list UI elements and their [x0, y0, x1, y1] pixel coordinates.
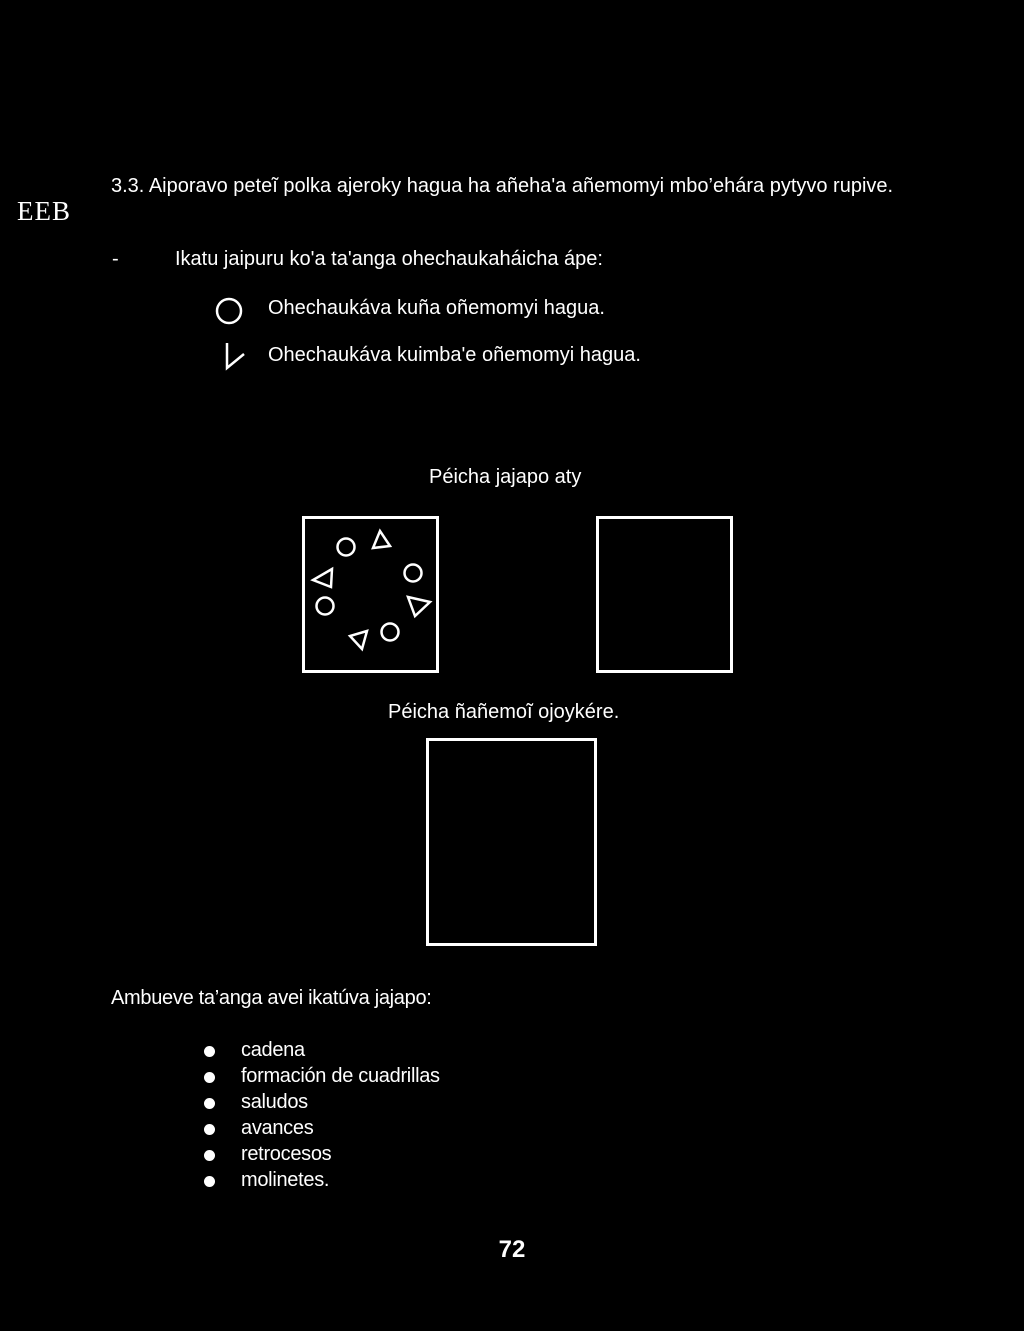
- bullet-icon: [204, 1176, 215, 1187]
- exercise-instruction: 3.3. Aiporavo peteĩ polka ajeroky hagua ha añeha'a añemomyi mbo’ehára pytyvo rupive.: [111, 175, 894, 197]
- drawing-box-right: [596, 516, 733, 673]
- start-formation-box: [302, 516, 439, 673]
- woman-dancer-icon: [382, 624, 399, 641]
- bullet-icon: [204, 1072, 215, 1083]
- woman-dancer-icon: [405, 565, 422, 582]
- man-dancer-icon: [313, 569, 332, 587]
- circle-icon: [214, 296, 244, 326]
- drawing-box-bottom: [426, 738, 597, 946]
- side-label: EEB: [17, 196, 71, 226]
- bullet-icon: [204, 1046, 215, 1057]
- bullet-icon: [204, 1098, 215, 1109]
- caption-start-formation: Péicha jajapo aty: [429, 466, 582, 488]
- bullet-icon: [204, 1124, 215, 1135]
- checkmark-arrow-icon: [214, 340, 248, 374]
- man-dancer-icon: [373, 531, 390, 548]
- page-number: 72: [498, 1236, 526, 1263]
- list-intro: Ambueve ta’anga avei ikatúva jajapo:: [111, 987, 432, 1009]
- man-dancer-icon: [408, 597, 430, 616]
- legend-man-text: Ohechaukáva kuimba'e oñemomyi hagua.: [268, 344, 641, 366]
- woman-dancer-icon: [317, 598, 334, 615]
- woman-dancer-icon: [338, 539, 355, 556]
- caption-pairs-formation: Péicha ñañemoĩ ojoykére.: [388, 701, 620, 723]
- bullet-icon: [204, 1150, 215, 1161]
- dancers-circle-diagram: [305, 519, 436, 670]
- legend-woman-text: Ohechaukáva kuña oñemomyi hagua.: [268, 297, 605, 319]
- sub-instruction: Ikatu jaipuru ko'a ta'anga ohechaukaháicha ápe:: [175, 248, 603, 270]
- bullet-dash: -: [112, 248, 119, 270]
- man-dancer-icon: [350, 631, 367, 649]
